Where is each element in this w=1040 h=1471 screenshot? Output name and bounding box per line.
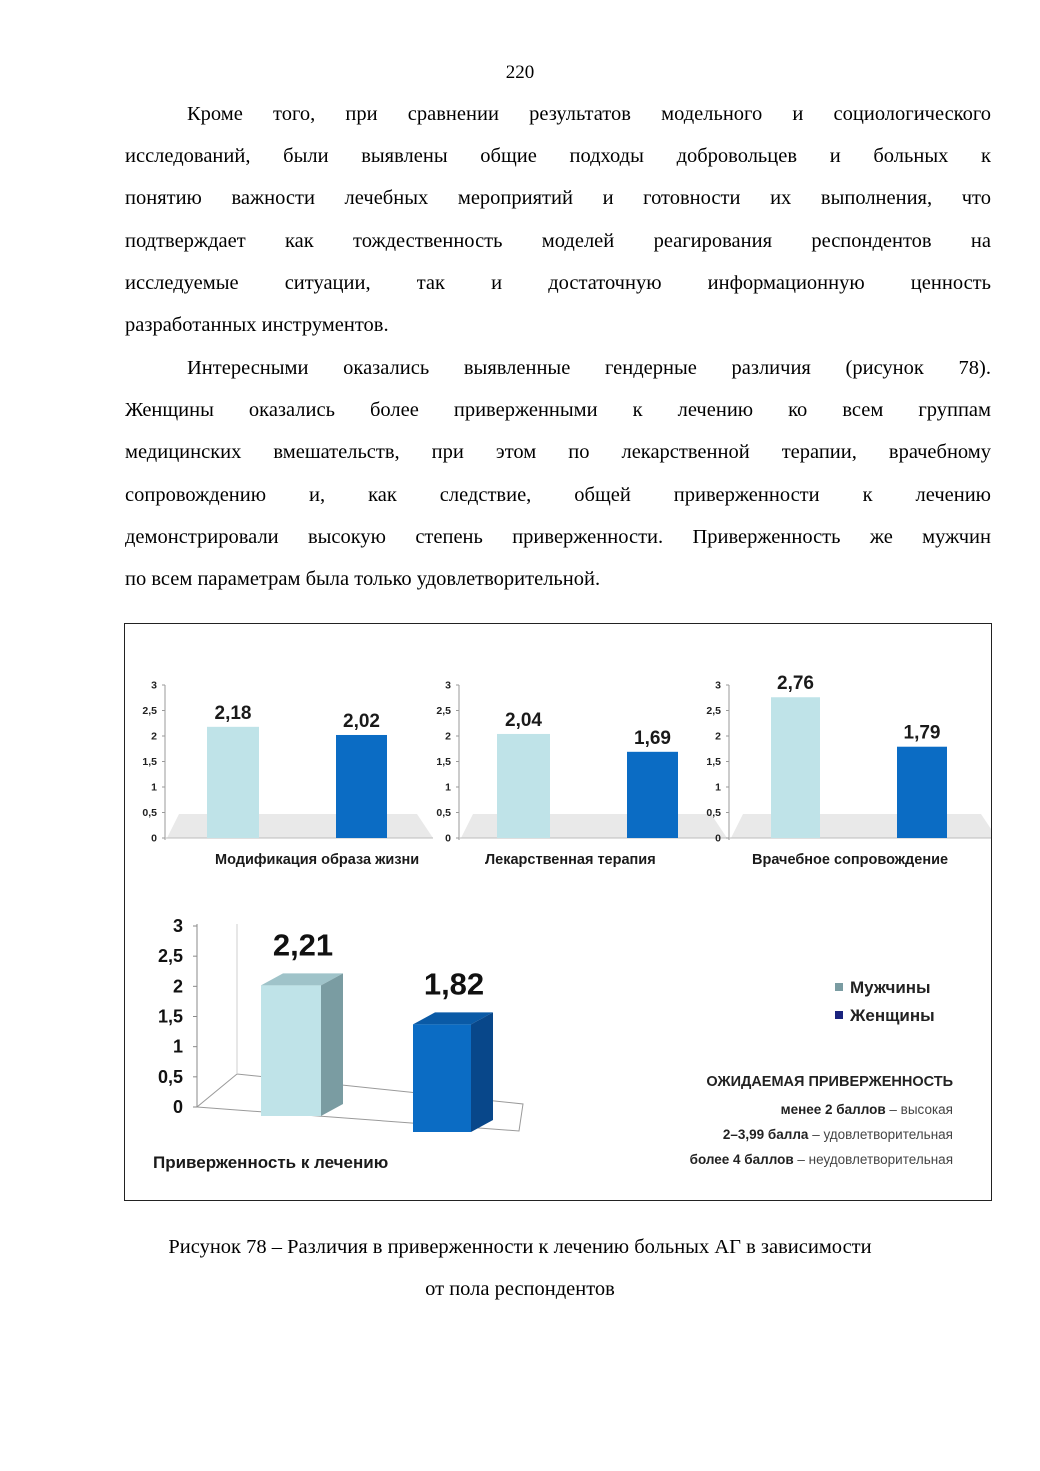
y-tick-label: 1 [172,1036,183,1057]
data-label: 1,82 [423,966,485,1002]
data-label: 2,21 [272,927,334,963]
text-line: демонстрировали высокую степень приверженности. Приверженность же мужчин [125,525,991,548]
chart-floor [167,814,433,838]
data-label: 2,76 [777,673,814,695]
expected-row [723,1127,953,1142]
legend-label: Женщины [850,1006,935,1025]
legend-label: Мужчины [850,978,931,997]
y-tick-label: 1,5 [142,756,157,768]
bar [413,1024,471,1132]
expected-row-range: более 4 баллов [689,1152,794,1167]
expected-row [690,1152,953,1167]
y-tick-label: 0,5 [706,807,721,819]
figure-caption-line-2: от пола респондентов [425,1278,615,1300]
chart-title: Приверженность к лечению [153,1153,389,1172]
figure-caption-line-1: Рисунок 78 – Различия в приверженности к лечению больных АГ в зависимости [168,1236,872,1258]
y-tick-label: 0 [715,832,721,845]
expected-row-range: менее 2 баллов [780,1102,886,1117]
bar-chart-4 [153,916,523,1172]
y-tick-label: 0 [445,832,451,845]
data-label: 2,02 [343,710,380,732]
text-line: разработанных инструментов. [125,313,389,336]
expected-row-level: – удовлетворительная [808,1127,953,1142]
figure-charts [125,624,991,1200]
y-tick-label: 0,5 [436,807,451,819]
bar-chart-1 [142,680,433,869]
text-line: понятию важности лечебных мероприятий и готовности их выполнения, что [125,187,991,210]
y-tick-label: 2 [151,730,157,743]
data-label: 2,18 [214,702,252,724]
figure-78 [124,623,992,1201]
y-tick-label: 2,5 [706,705,721,717]
bar [897,747,947,838]
data-label: 2,04 [505,709,542,731]
expected-adherence [690,1074,953,1167]
chart-floor [731,814,991,838]
y-tick-label: 0 [151,832,157,845]
text-line: Женщины оказались более приверженными к лечению ко всем группам [125,399,991,422]
y-tick-label: 1 [151,781,157,794]
bar [336,735,387,838]
legend [835,978,935,1025]
page-number: 220 [505,62,535,83]
bar [207,727,259,838]
paragraph-2 [125,347,991,600]
data-label: 1,79 [903,722,941,744]
y-tick-label: 3 [715,679,721,692]
y-tick-label: 3 [445,679,451,692]
text-line: Интересными оказались выявленные гендерные различия (рисунок 78). [187,357,991,379]
chart-title: Модификация образа жизни [215,852,420,868]
y-tick-label: 0,5 [157,1066,183,1087]
y-tick-label: 1,5 [436,756,451,768]
text-line: подтверждает как тождественность моделей реагирования респондентов на [125,229,991,252]
expected-row-level: – высокая [885,1102,953,1117]
text-line: сопровождению и, как следствие, общей приверженности к лечению [125,483,991,506]
y-tick-label: 2 [445,730,451,743]
bar [261,985,321,1116]
expected-title: ОЖИДАЕМАЯ ПРИВЕРЖЕННОСТЬ [706,1074,953,1090]
paragraph-1 [125,93,991,346]
bar [771,697,820,838]
legend-swatch [835,983,843,991]
chart-title: Лекарственная терапия [485,852,656,868]
bar-chart-2 [436,680,727,869]
y-tick-label: 1,5 [706,756,721,768]
y-tick-label: 0 [172,1097,183,1117]
y-tick-label: 3 [151,679,157,692]
expected-row [781,1102,953,1117]
y-tick-label: 2 [715,730,721,743]
y-tick-label: 2,5 [436,705,451,717]
chart-title: Врачебное сопровождение [752,852,949,868]
bar [497,734,550,838]
y-tick-label: 1 [445,781,451,794]
y-tick-label: 2,5 [142,705,157,717]
y-tick-label: 1 [715,781,721,794]
y-tick-label: 3 [172,916,183,936]
y-tick-label: 2 [172,976,183,997]
bar-chart-3 [706,673,991,868]
data-label: 1,69 [634,727,671,749]
y-tick-label: 2,5 [157,946,183,967]
bar-side [321,973,343,1116]
bar-side [471,1012,493,1132]
text-line: медицинских вмешательств, при этом по лекарственной терапии, врачебному [125,441,991,464]
y-tick-label: 1,5 [157,1006,183,1027]
text-line: по всем параметрам была только удовлетворительной. [125,567,601,590]
expected-row-level: – неудовлетворительная [793,1152,953,1167]
bar [627,752,678,838]
text-line: исследуемые ситуации, так и достаточную информационную ценность [125,271,991,294]
expected-row-range: 2–3,99 балла [722,1127,809,1142]
text-line: Кроме того, при сравнении результатов модельного и социологического [187,103,991,125]
y-tick-label: 0,5 [142,807,157,819]
text-line: исследований, были выявлены общие подходы добровольцев и больных к [125,145,991,168]
legend-swatch [835,1011,843,1019]
